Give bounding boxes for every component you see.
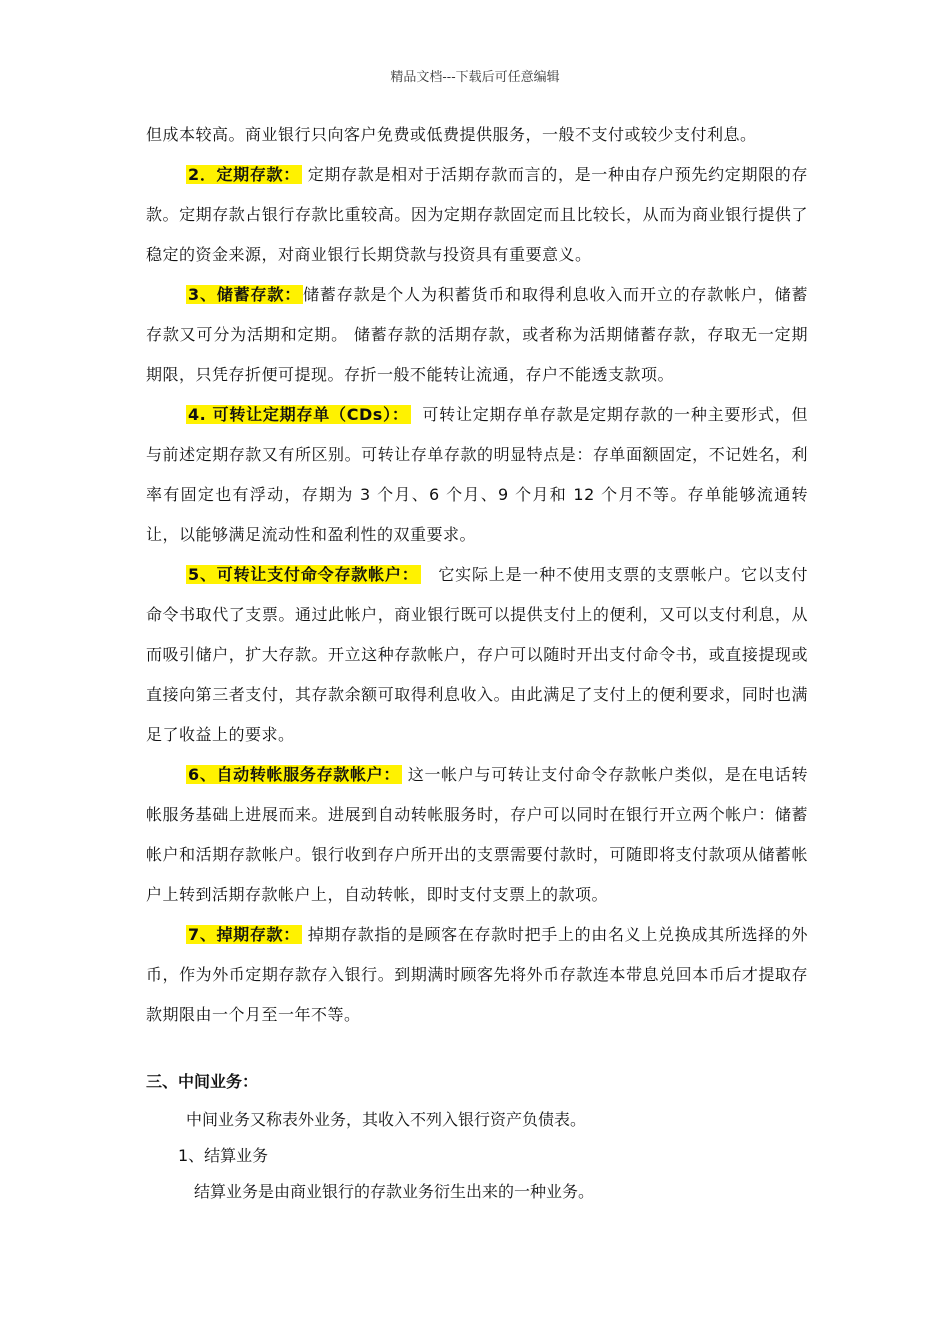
highlight-label: 5、可转让支付命令存款帐户：: [188, 565, 419, 584]
paragraph-text: 定期存款是相对于活期存款而言的，是一种由存户预先约定期限的存款。定期存款占银行存款比重较高。因为定期存款固定而且比较长，从而为商业银行提供了稳定的资金来源，对商业银行长期贷款与投资具有重要意义。: [146, 165, 808, 264]
section-title: 三、中间业务：: [146, 1072, 259, 1091]
paragraph-now-account: [146, 555, 808, 755]
paragraph-time-deposit: [146, 155, 808, 275]
paragraph-text: 储蓄存款是个人为积蓄货币和取得利息收入而开立的存款帐户，储蓄存款又可分为活期和定期。 储蓄存款的活期存款，或者称为活期储蓄存款，存取无一定期期限，只凭存折便可提现。存折一般不能转让流通，存户不能透支款项。: [146, 285, 808, 384]
paragraph-savings-deposit: [146, 275, 808, 395]
highlight-label: 4. 可转让定期存单（CDs）：: [188, 405, 409, 424]
subsection-text: 结算业务是由商业银行的存款业务衍生出来的一种业务。: [194, 1182, 595, 1201]
page-header: 精品文档---下载后可任意编辑: [390, 70, 560, 85]
paragraph-swap-deposit: [146, 915, 808, 1035]
highlight-label: 2．定期存款：: [188, 165, 300, 184]
document-body: [146, 115, 808, 1035]
paragraph-text: 它实际上是一种不使用支票的支票帐户。它以支付命令书取代了支票。通过此帐户，商业银行既可以提供支付上的便利，又可以支付利息，从而吸引储户，扩大存款。开立这种存款帐户，存户可以随时开出支付命令书，或直接提现或直接向第三者支付，其存款余额可取得利息收入。由此满足了支付上的便利要求，同时也满足了收益上的要求。: [146, 565, 808, 744]
section-intermediary: [146, 1062, 808, 1210]
section-intro: 中间业务又称表外业务，其收入不列入银行资产负债表。: [186, 1110, 587, 1129]
paragraph-text: 这一帐户与可转让支付命令存款帐户类似，是在电话转帐服务基础上进展而来。进展到自动转帐服务时，存户可以同时在银行开立两个帐户：储蓄帐户和活期存款帐户。银行收到存户所开出的支票需要付款时，可随即将支付款项从储蓄帐户上转到活期存款帐户上，自动转帐，即时支付支票上的款项。: [146, 765, 808, 904]
paragraph-text: 可转让定期存单存款是定期存款的一种主要形式，但与前述定期存款又有所区别。可转让存单存款的明显特点是：存单面额固定，不记姓名，利率有固定也有浮动，存期为 3 个月、6 个月、9 个月和 12 个月不等。存单能够流通转让，以能够满足流动性和盈利性的双重要求。: [146, 405, 808, 544]
subsection-title: 1、结算业务: [178, 1146, 269, 1165]
highlight-label: 6、自动转帐服务存款帐户：: [188, 765, 401, 784]
highlight-label: 7、掉期存款：: [188, 925, 300, 944]
paragraph-continuation: 但成本较高。商业银行只向客户免费或低费提供服务，一般不支付或较少支付利息。: [146, 125, 757, 144]
paragraph-cds: [146, 395, 808, 555]
paragraph-ats-account: [146, 755, 808, 915]
highlight-label: 3、储蓄存款：: [188, 285, 302, 304]
paragraph-text: 掉期存款指的是顾客在存款时把手上的由名义上兑换成其所选择的外币，作为外币定期存款存入银行。到期满时顾客先将外币存款连本带息兑回本币后才提取存款期限由一个月至一年不等。: [146, 925, 808, 1024]
